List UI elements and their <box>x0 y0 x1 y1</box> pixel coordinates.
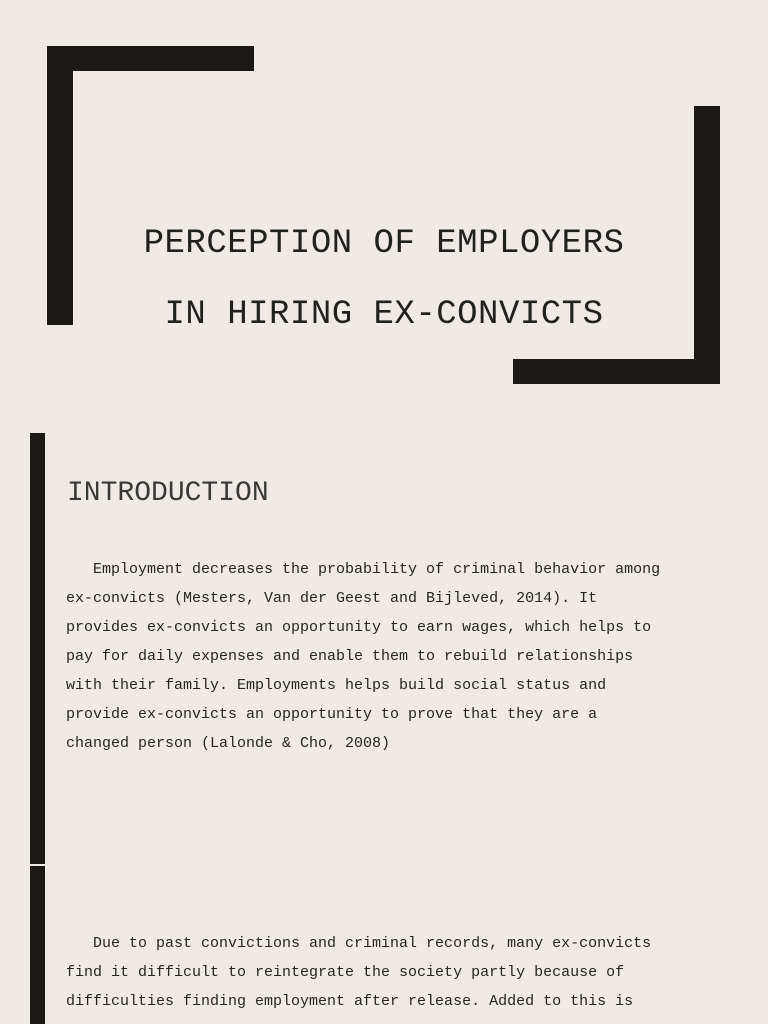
bracket-top-left-vertical <box>47 46 73 325</box>
slide-title-line-2: IN HIRING EX-CONVICTS <box>164 296 604 334</box>
intro-paragraph-1 <box>66 555 726 758</box>
section-heading: INTRODUCTION <box>67 478 269 509</box>
bracket-top-left-horizontal <box>47 46 254 71</box>
paragraph-line: changed person (Lalonde & Cho, 2008) <box>66 735 391 752</box>
paragraph-line: provides ex-convicts an opportunity to earn wages, which helps to <box>66 619 652 636</box>
slide-title-line-1: PERCEPTION OF EMPLOYERS <box>143 225 625 263</box>
intro-paragraph-2 <box>66 929 726 1016</box>
paragraph-line: ex-convicts (Mesters, Van der Geest and Bijleved, 2014). It <box>66 590 598 607</box>
paragraph-line: provide ex-convicts an opportunity to prove that they are a <box>66 706 598 723</box>
paragraph-line: Employment decreases the probability of criminal behavior among <box>66 561 661 578</box>
paragraph-line: with their family. Employments helps build social status and <box>66 677 607 694</box>
accent-bar-lower <box>30 866 45 1024</box>
paragraph-line: find it difficult to reintegrate the society partly because of <box>66 964 625 981</box>
paragraph-line: pay for daily expenses and enable them to rebuild relationships <box>66 648 634 665</box>
paragraph-line: Due to past convictions and criminal records, many ex-convicts <box>66 935 652 952</box>
paragraph-line: difficulties finding employment after release. Added to this is <box>66 993 634 1010</box>
accent-bar-upper <box>30 433 45 864</box>
bracket-bottom-right-horizontal <box>513 359 720 384</box>
